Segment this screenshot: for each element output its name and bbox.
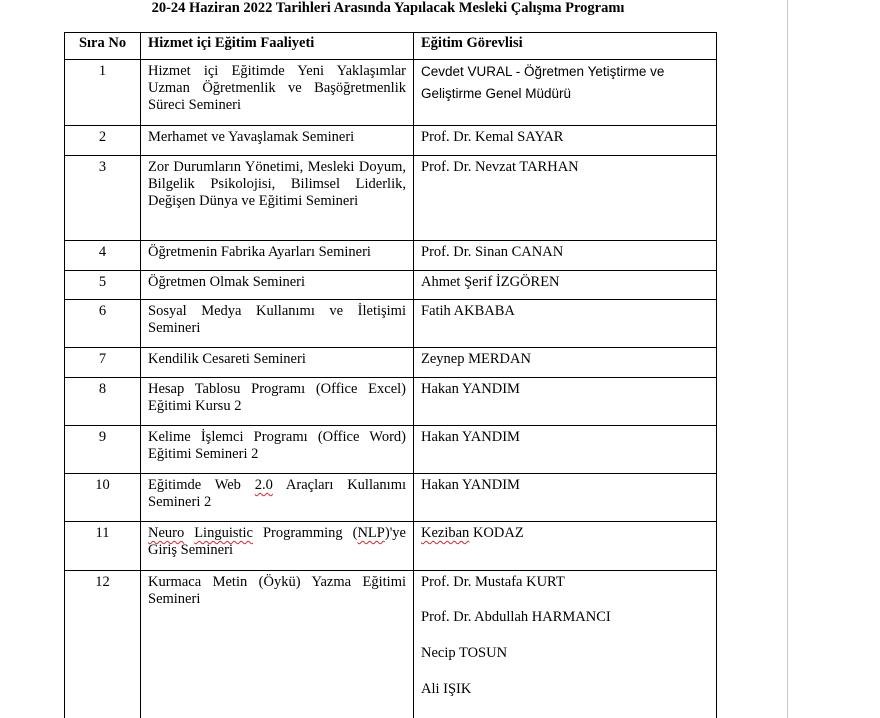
spellcheck-flagged-text: NLP [357,525,385,541]
row-number: 10 [65,474,141,522]
trainer-name: Prof. Dr. Sinan CANAN [421,244,564,260]
column-header-activity: Hizmet içi Eğitim Faaliyeti [141,33,414,60]
row-number: 8 [65,378,141,426]
activity-cell: Kendilik Cesareti Semineri [141,348,414,378]
activity-cell: Öğretmenin Fabrika Ayarları Semineri [141,241,414,271]
row-number: 12 [65,571,141,718]
activity-cell: Öğretmen Olmak Semineri [141,271,414,300]
column-header-no: Sıra No [65,33,141,60]
activity-cell: Merhamet ve Yavaşlamak Semineri [141,126,414,156]
activity-text: )'ye Giriş Semineri [148,525,406,558]
table-header-row [65,33,717,60]
spellcheck-flagged-text: Neuro [148,525,185,541]
table-row [65,348,717,378]
table-row [65,571,717,718]
trainer-cell [414,241,717,271]
row-number: 11 [65,522,141,571]
trainer-cell [414,300,717,348]
trainer-name: Cevdet VURAL - Öğretmen Yetiştirme ve [421,64,665,79]
activity-cell: Hizmet içi Eğitimde Yeni Yaklaşımlar Uzman Öğretmenlik ve Başöğretmenlik Süreci Semineri [141,60,414,126]
row-number: 3 [65,156,141,241]
table-row [65,300,717,348]
trainer-name: Prof. Dr. Abdullah HARMANCI [421,609,611,625]
program-table [64,32,717,718]
activity-cell: Hesap Tablosu Programı (Office Excel) Eğitimi Kursu 2 [141,378,414,426]
table-row [65,60,717,126]
activity-cell: Zor Durumların Yönetimi, Mesleki Doyum, Bilgelik Psikolojisi, Bilimsel Liderlik, Değişen Dünya ve Eğitimi Semineri [141,156,414,241]
activity-cell [141,522,414,571]
activity-cell: Sosyal Medya Kullanımı ve İletişimi Semineri [141,300,414,348]
trainer-cell [414,271,717,300]
row-number: 2 [65,126,141,156]
row-number: 9 [65,426,141,474]
trainer-name: Necip TOSUN [421,645,508,661]
activity-cell: Kelime İşlemci Programı (Office Word) Eğitimi Semineri 2 [141,426,414,474]
row-number: 6 [65,300,141,348]
table-row [65,126,717,156]
activity-text: Programming ( [253,525,358,541]
trainer-cell [414,156,717,241]
row-number: 4 [65,241,141,271]
spellcheck-flagged-text: Keziban [421,525,470,541]
spellcheck-flagged-text: Linguistic [194,525,253,541]
table-row [65,271,717,300]
trainer-name: Fatih AKBABA [421,303,515,319]
page-margin-line [787,0,788,718]
trainer-name: Prof. Dr. Kemal SAYAR [421,129,564,145]
trainer-name: Zeynep MERDAN [421,351,531,367]
trainer-cell [414,348,717,378]
table-row [65,378,717,426]
row-number: 5 [65,271,141,300]
activity-text [184,525,194,541]
trainer-cell [414,126,717,156]
trainer-name: Hakan YANDIM [421,381,520,397]
trainer-cell [414,426,717,474]
column-header-trainer: Eğitim Görevlisi [414,33,717,60]
trainer-cell [414,378,717,426]
activity-cell [141,474,414,522]
row-number: 1 [65,60,141,126]
table-row [65,241,717,271]
trainer-name: Ahmet Şerif İZGÖREN [421,274,560,290]
trainer-cell [414,60,717,126]
activity-text: Araçları Kullanımı Semineri 2 [148,477,407,510]
trainer-name: Hakan YANDIM [421,429,520,445]
table-row [65,474,717,522]
trainer-name: Hakan YANDIM [421,477,520,493]
table-row [65,426,717,474]
trainer-cell [414,522,717,571]
trainer-name: KODAZ [469,525,524,541]
trainer-name: Ali IŞIK [421,681,472,697]
trainer-cell [414,474,717,522]
trainer-name: Prof. Dr. Nevzat TARHAN [421,159,579,175]
table-row [65,522,717,571]
table-row [65,156,717,241]
row-number: 7 [65,348,141,378]
spellcheck-flagged-text: 2.0 [254,477,273,493]
trainer-title: Geliştirme Genel Müdürü [421,86,572,101]
activity-cell: Kurmaca Metin (Öykü) Yazma Eğitimi Semineri [141,571,414,718]
trainer-name: Prof. Dr. Mustafa KURT [421,574,565,590]
activity-text: Eğitimde Web [148,477,255,493]
trainer-cell [414,571,717,718]
document-title: 20-24 Haziran 2022 Tarihleri Arasında Yapılacak Mesleki Çalışma Programı [151,0,625,16]
